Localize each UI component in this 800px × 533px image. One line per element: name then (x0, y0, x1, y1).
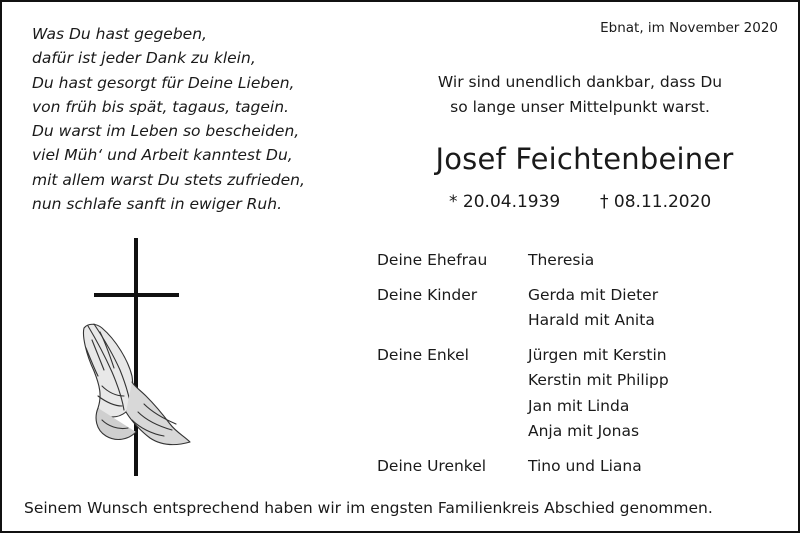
family-role: Deine Urenkel (377, 456, 487, 475)
birth-date: * 20.04.1939 (449, 192, 561, 212)
family-member: Anja mit Jonas (528, 422, 640, 440)
poem-line: Du warst im Leben so bescheiden, (32, 122, 300, 141)
family-member: Theresia (528, 251, 595, 269)
poem-line: Du hast gesorgt für Deine Lieben, (32, 73, 295, 92)
place-and-date: Ebnat, im November 2020 (600, 20, 778, 36)
death-date: † 08.11.2020 (600, 192, 712, 212)
family-group (377, 343, 717, 445)
closing-statement: Seinem Wunsch entsprechend haben wir im engsten Familienkreis Abschied genommen. (24, 499, 713, 517)
poem-line: viel Müh‘ und Arbeit kanntest Du, (32, 146, 293, 165)
family-list (377, 248, 717, 488)
memorial-poem (32, 22, 305, 216)
family-member: Tino und Liana (528, 456, 642, 475)
family-member: Jürgen mit Kerstin (528, 345, 667, 364)
gratitude-line: Wir sind unendlich dankbar, dass Du (437, 73, 723, 91)
poem-line: nun schlafe sanft in ewiger Ruh. (32, 195, 282, 214)
gratitude-line: so lange unser Mittelpunkt warst. (450, 98, 710, 116)
family-role: Deine Kinder (377, 285, 478, 304)
family-member: Jan mit Linda (528, 396, 630, 415)
family-member: Gerda mit Dieter (528, 285, 659, 304)
gratitude-text (420, 70, 740, 120)
family-members (528, 283, 658, 334)
family-members (528, 454, 642, 480)
poem-line: dafür ist jeder Dank zu klein, (32, 49, 256, 68)
poem-line: von früh bis spät, tagaus, tagein. (32, 97, 289, 116)
family-members (528, 343, 669, 445)
memorial-graphic (72, 236, 202, 481)
family-role: Deine Enkel (377, 345, 469, 364)
family-group (377, 454, 717, 480)
family-group (377, 283, 717, 334)
poem-line: Was Du hast gegeben, (32, 25, 207, 43)
family-member: Harald mit Anita (528, 311, 655, 329)
family-role: Deine Ehefrau (377, 251, 488, 269)
poem-line: mit allem warst Du stets zufrieden, (32, 170, 305, 189)
deceased-name: Josef Feichtenbeiner (435, 142, 734, 176)
family-members (528, 248, 594, 274)
family-group (377, 248, 717, 274)
family-member: Kerstin mit Philipp (528, 371, 669, 389)
